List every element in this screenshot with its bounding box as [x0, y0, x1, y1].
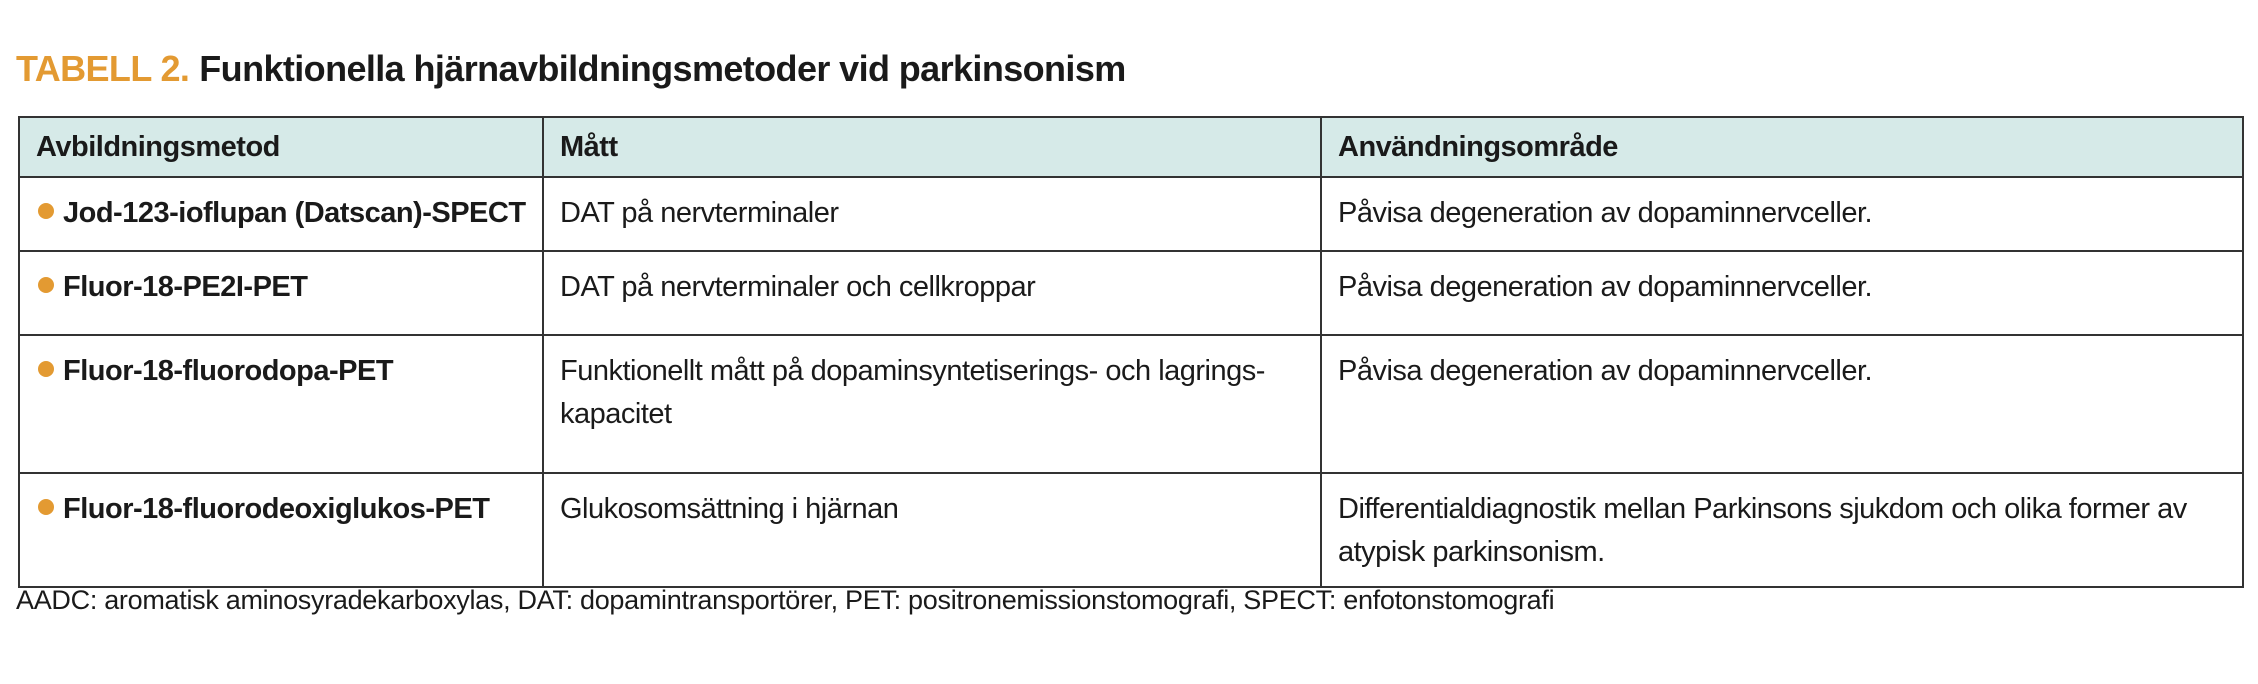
- table-header-row: [19, 117, 2243, 177]
- column-header-use: Användningsområde: [1321, 117, 2243, 177]
- measure-cell: DAT på nervterminaler och cellkroppar: [543, 251, 1321, 335]
- bullet-icon: [38, 277, 54, 293]
- table-title: [16, 48, 1126, 90]
- table-footnote: AADC: aromatisk aminosyradekarboxylas, DAT: dopamintransportörer, PET: positronemissionstomografi, SPECT: enfotonstomografi: [16, 585, 1555, 615]
- method-name: Jod-123-ioflupan (Datscan)-SPECT: [63, 197, 526, 229]
- table-row: [19, 473, 2243, 587]
- table-number: TABELL 2.: [16, 48, 190, 89]
- table-caption: Funktionella hjärnavbildningsmetoder vid parkinsonism: [199, 48, 1126, 89]
- imaging-methods-table: [18, 116, 2244, 588]
- table-row: [19, 335, 2243, 473]
- method-cell: [19, 177, 543, 251]
- column-header-method: Avbildningsmetod: [19, 117, 543, 177]
- use-cell: Påvisa degeneration av dopaminnervceller.: [1321, 251, 2243, 335]
- use-text-line: atypisk parkinsonism.: [1338, 536, 1605, 568]
- use-cell: Påvisa degeneration av dopaminnervceller.: [1321, 335, 2243, 473]
- bullet-icon: [38, 361, 54, 377]
- bullet-icon: [38, 203, 54, 219]
- measure-text-line: Funktionellt mått på dopaminsyntetiserings- och lagrings-: [560, 355, 1265, 387]
- measure-cell: DAT på nervterminaler: [543, 177, 1321, 251]
- use-cell: [1321, 473, 2243, 587]
- use-text-line: Differentialdiagnostik mellan Parkinsons sjukdom och olika former av: [1338, 493, 2187, 525]
- measure-cell: Glukosomsättning i hjärnan: [543, 473, 1321, 587]
- method-name: Fluor-18-fluorodeoxiglukos-PET: [63, 493, 490, 525]
- method-cell: [19, 473, 543, 587]
- method-name: Fluor-18-fluorodopa-PET: [63, 355, 394, 387]
- method-cell: [19, 335, 543, 473]
- measure-text-line: kapacitet: [560, 398, 672, 430]
- method-name: Fluor-18-PE2I-PET: [63, 271, 308, 303]
- method-cell: [19, 251, 543, 335]
- column-header-measure: Mått: [543, 117, 1321, 177]
- measure-cell: [543, 335, 1321, 473]
- bullet-icon: [38, 499, 54, 515]
- table-row: [19, 251, 2243, 335]
- use-cell: Påvisa degeneration av dopaminnervceller.: [1321, 177, 2243, 251]
- table-row: [19, 177, 2243, 251]
